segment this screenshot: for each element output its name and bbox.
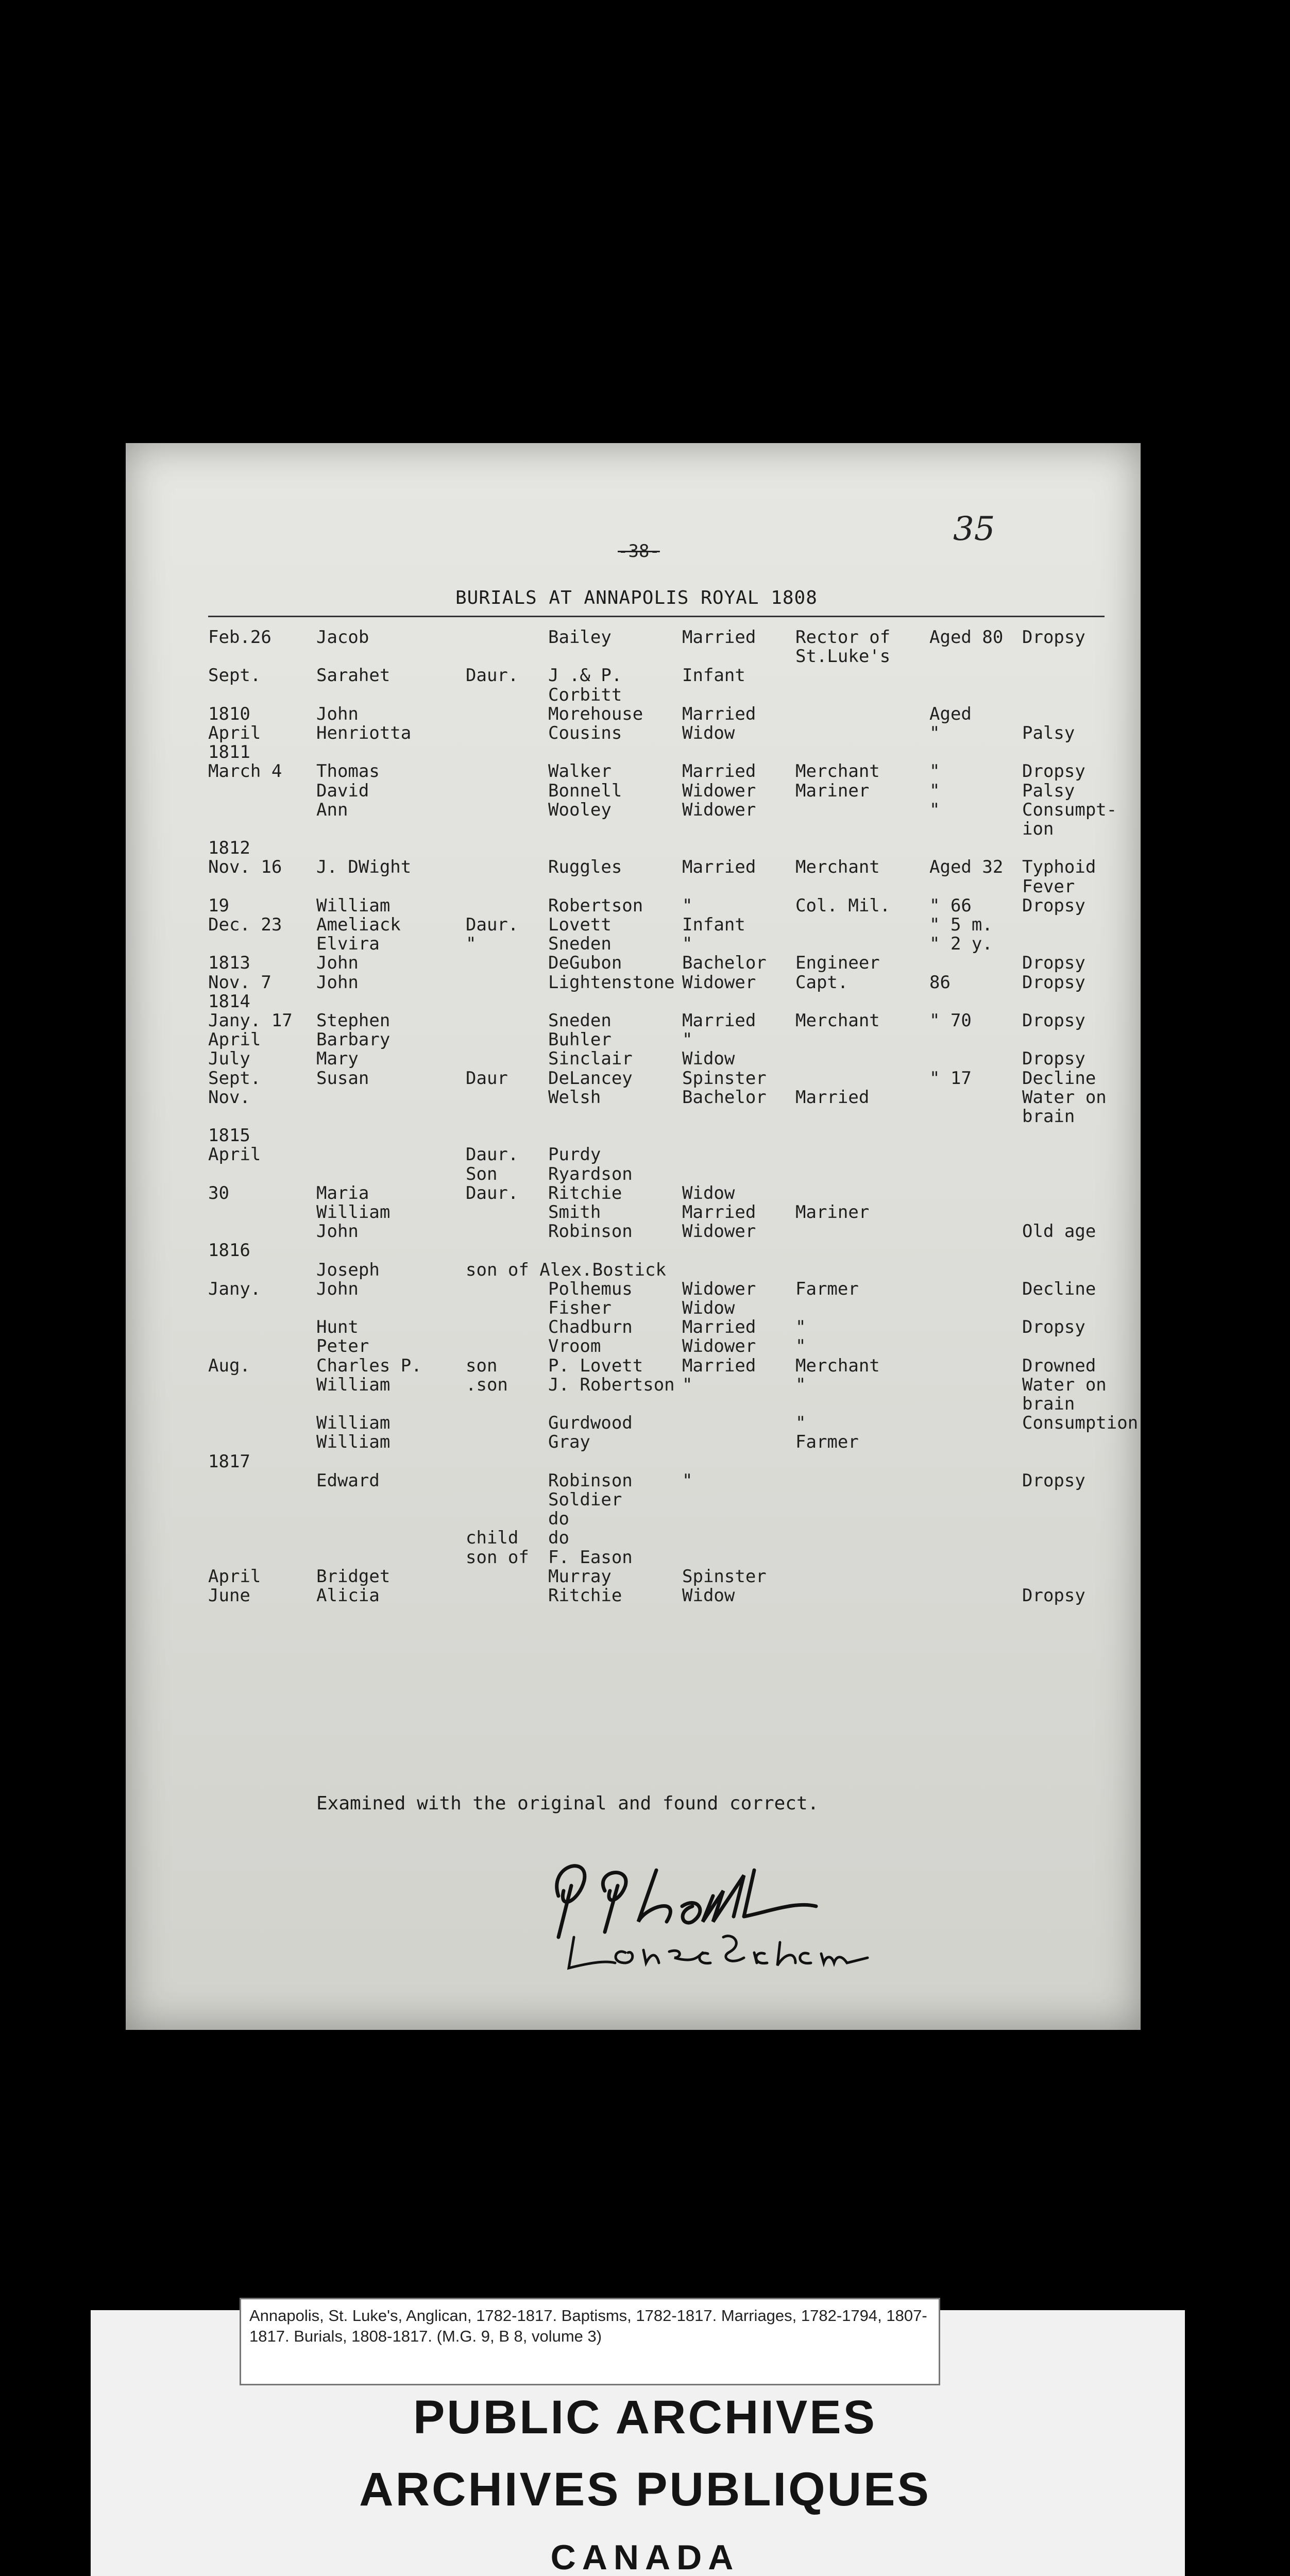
cell-status: Infant (682, 665, 745, 686)
cell-occupation: Merchant (795, 857, 880, 877)
signature-image (528, 1834, 888, 1978)
cell-occupation: " (795, 1336, 806, 1357)
cell-cause: Dropsy (1022, 972, 1085, 993)
cell-given-name: Henriotta (316, 723, 412, 743)
cell-cause: Palsy (1022, 723, 1075, 743)
cell-age: Aged 32 (929, 857, 1004, 877)
cell-date: 1812 (208, 838, 250, 858)
cell-surname: Ritchie (548, 1585, 622, 1606)
cell-status: Widower (682, 1279, 756, 1299)
cell-relation: Daur. (466, 1144, 519, 1165)
cell-age: " 66 (929, 895, 972, 916)
cell-relation: Son (466, 1164, 498, 1184)
cell-relation: Daur (466, 1068, 508, 1089)
cell-cause: Dropsy (1022, 1010, 1085, 1031)
cell-cause: Dropsy (1022, 627, 1085, 648)
cell-given-name: Maria (316, 1183, 369, 1204)
cell-occupation: St.Luke's (795, 646, 891, 667)
title-rule (208, 616, 1105, 617)
cell-status: Widower (682, 1336, 756, 1357)
cell-age: 86 (929, 972, 950, 993)
cell-given-name: John (316, 953, 359, 973)
cell-cause: Decline (1022, 1279, 1096, 1299)
cell-surname: Smith (548, 1202, 601, 1223)
cell-occupation: Mariner (795, 781, 870, 801)
cell-occupation: Farmer (795, 1432, 859, 1452)
cell-occupation: Mariner (795, 1202, 870, 1223)
cell-age: " (929, 723, 940, 743)
cell-relation: son (466, 1355, 498, 1376)
cell-cause: Consumption (1022, 1413, 1139, 1433)
cell-status: " (682, 1375, 693, 1395)
document-title: BURIALS AT ANNAPOLIS ROYAL 1808 (455, 587, 818, 608)
cell-occupation: " (795, 1317, 806, 1337)
cell-status: Widower (682, 781, 756, 801)
cell-cause: ion (1022, 819, 1054, 839)
cell-relation: son of (466, 1547, 529, 1568)
cell-given-name: Jacob (316, 627, 369, 648)
cell-occupation: " (795, 1413, 806, 1433)
cell-status: Married (682, 627, 756, 648)
cell-surname: Lightenstone (548, 972, 675, 993)
cell-date: 1817 (208, 1451, 250, 1472)
cell-occupation: " (795, 1375, 806, 1395)
cell-date: Nov. (208, 1087, 250, 1108)
archives-english: PUBLIC ARCHIVES (413, 2391, 877, 2444)
cell-occupation: Merchant (795, 761, 880, 782)
cell-surname: do (548, 1528, 569, 1548)
cell-cause: Dropsy (1022, 1585, 1085, 1606)
cell-age: " (929, 761, 940, 782)
cell-given-name: William (316, 1202, 391, 1223)
cell-given-name: Ann (316, 800, 348, 820)
cell-occupation: Married (795, 1087, 870, 1108)
cell-date: 1813 (208, 953, 250, 973)
cell-status: Married (682, 761, 756, 782)
cell-surname: Polhemus (548, 1279, 633, 1299)
cell-surname: Wooley (548, 800, 612, 820)
cell-given-name: Sarahet (316, 665, 391, 686)
cell-given-name: Susan (316, 1068, 369, 1089)
cell-surname: Purdy (548, 1144, 601, 1165)
cell-status: " (682, 934, 693, 954)
cell-surname: Cousins (548, 723, 622, 743)
cell-cause: Water on (1022, 1375, 1107, 1395)
cell-age: " 70 (929, 1010, 972, 1031)
cell-cause: Consumpt- (1022, 800, 1117, 820)
cell-date: 1816 (208, 1240, 250, 1261)
cell-date: Feb.26 (208, 627, 271, 648)
cell-surname: Corbitt (548, 685, 622, 705)
cell-given-name: William (316, 1375, 391, 1395)
cell-date: 1815 (208, 1125, 250, 1146)
cell-cause: Dropsy (1022, 1470, 1085, 1491)
cell-cause: Typhoid (1022, 857, 1096, 877)
attestation-text: Examined with the original and found correct. (316, 1793, 819, 1814)
cell-date: Dec. 23 (208, 914, 282, 935)
cell-status: Widower (682, 1221, 756, 1242)
cell-date: July (208, 1048, 250, 1069)
cell-cause: Old age (1022, 1221, 1096, 1242)
cell-status: Widow (682, 1048, 735, 1069)
cell-occupation: Engineer (795, 953, 880, 973)
cell-status: Widow (682, 723, 735, 743)
cell-status: Widow (682, 1298, 735, 1318)
cell-status: Married (682, 857, 756, 877)
cell-date: April (208, 1029, 261, 1050)
cell-surname: Fisher (548, 1298, 612, 1318)
cell-age: Aged (929, 704, 972, 724)
cell-date: Nov. 7 (208, 972, 271, 993)
cell-given-name: J. DWight (316, 857, 412, 877)
cell-given-name: David (316, 781, 369, 801)
cell-status: Widow (682, 1183, 735, 1204)
cell-occupation: Rector of (795, 627, 891, 648)
cell-occupation: Farmer (795, 1279, 859, 1299)
cell-surname: Buhler (548, 1029, 612, 1050)
cell-date: 1814 (208, 991, 250, 1012)
cell-age: " (929, 800, 940, 820)
cell-given-name: John (316, 972, 359, 993)
cell-status: Married (682, 1010, 756, 1031)
cell-date: 30 (208, 1183, 229, 1204)
cell-occupation: Capt. (795, 972, 848, 993)
cell-cause: Dropsy (1022, 1317, 1085, 1337)
cell-surname: P. Lovett (548, 1355, 643, 1376)
cell-status: Spinster (682, 1068, 767, 1089)
cell-surname: Robinson (548, 1470, 633, 1491)
archives-french: ARCHIVES PUBLIQUES (359, 2463, 931, 2516)
cell-date: 1810 (208, 704, 250, 724)
cell-surname: do (548, 1509, 569, 1529)
cell-relation: Daur. (466, 914, 519, 935)
cell-surname: Robinson (548, 1221, 633, 1242)
cell-surname: Sneden (548, 1010, 612, 1031)
cell-status: Widow (682, 1585, 735, 1606)
cell-surname: Sinclair (548, 1048, 633, 1069)
cell-given-name: John (316, 704, 359, 724)
cell-given-name: Mary (316, 1048, 359, 1069)
citation-slip: Annapolis, St. Luke's, Anglican, 1782-1817. Baptisms, 1782-1817. Marriages, 1782-1794, 1807-1817. Burials, 1808-1817. (M.G. 9, B 8, volume 3) (240, 2298, 940, 2385)
cell-cause: Dropsy (1022, 761, 1085, 782)
cell-date: Aug. (208, 1355, 250, 1376)
cell-relation: Daur. (466, 1183, 519, 1204)
cell-date: Sept. (208, 1068, 261, 1089)
cell-given-name: Ameliack (316, 914, 401, 935)
cell-date: Sept. (208, 665, 261, 686)
document-page (126, 443, 1141, 2030)
cell-given-name: Bridget (316, 1566, 391, 1587)
cell-status: Widower (682, 972, 756, 993)
cell-relation: Daur. (466, 665, 519, 686)
cell-surname: J. Robertson (548, 1375, 675, 1395)
cell-surname: DeLancey (548, 1068, 633, 1089)
page-number-handwritten: 35 (953, 510, 995, 548)
cell-given-name: Elvira (316, 934, 380, 954)
cell-surname: Ritchie (548, 1183, 622, 1204)
cell-occupation: Col. Mil. (795, 895, 891, 916)
cell-given-name: Thomas (316, 761, 380, 782)
cell-date: April (208, 723, 261, 743)
cell-given-name: Peter (316, 1336, 369, 1357)
signature-names: P. A. Powell / Laura Graham (528, 1834, 536, 1835)
cell-date: 19 (208, 895, 229, 916)
cell-given-name: Edward (316, 1470, 380, 1491)
cell-cause: Dropsy (1022, 895, 1085, 916)
cell-surname: Walker (548, 761, 612, 782)
cell-age: Aged 80 (929, 627, 1004, 648)
cell-given-name: John (316, 1221, 359, 1242)
cell-occupation: Merchant (795, 1010, 880, 1031)
cell-date: Jany. 17 (208, 1010, 293, 1031)
cell-date: March 4 (208, 761, 282, 782)
cell-surname: Morehouse (548, 704, 643, 724)
cell-cause: Dropsy (1022, 1048, 1085, 1069)
cell-surname: Welsh (548, 1087, 601, 1108)
cell-status: " (682, 1470, 693, 1491)
cell-cause: Decline (1022, 1068, 1096, 1089)
cell-surname: J .& P. (548, 665, 622, 686)
cell-given-name: John (316, 1279, 359, 1299)
cell-cause: Palsy (1022, 781, 1075, 801)
cell-date: June (208, 1585, 250, 1606)
cell-surname: Murray (548, 1566, 612, 1587)
cell-status: Married (682, 1202, 756, 1223)
cell-status: Widower (682, 800, 756, 820)
cell-status: " (682, 1029, 693, 1050)
cell-cause: Water on (1022, 1087, 1107, 1108)
cell-surname: Bailey (548, 627, 612, 648)
cell-cause: Drowned (1022, 1355, 1096, 1376)
cell-surname: Lovett (548, 914, 612, 935)
cell-surname: Bonnell (548, 781, 622, 801)
cell-age: " 2 y. (929, 934, 993, 954)
cell-date: April (208, 1566, 261, 1587)
cell-date: April (208, 1144, 261, 1165)
cell-surname: Gray (548, 1432, 590, 1452)
cell-age: " 5 m. (929, 914, 993, 935)
cell-surname: F. Eason (548, 1547, 633, 1568)
cell-status: Infant (682, 914, 745, 935)
cell-date: 1811 (208, 742, 250, 762)
cell-surname: Ryardson (548, 1164, 633, 1184)
cell-surname: Robertson (548, 895, 643, 916)
cell-status: " (682, 895, 693, 916)
cell-relation: child (466, 1528, 519, 1548)
cell-date: Jany. (208, 1279, 261, 1299)
cell-relation: .son (466, 1375, 508, 1395)
cell-given-name: Barbary (316, 1029, 391, 1050)
cell-cause: Dropsy (1022, 953, 1085, 973)
cell-surname: Soldier (548, 1489, 622, 1510)
cell-date: Nov. 16 (208, 857, 282, 877)
cell-given-name: William (316, 895, 391, 916)
cell-status: Spinster (682, 1566, 767, 1587)
cell-cause: Fever (1022, 876, 1075, 897)
cell-given-name: Stephen (316, 1010, 391, 1031)
cell-status: Married (682, 1355, 756, 1376)
cell-age: " (929, 781, 940, 801)
cell-surname: Ruggles (548, 857, 622, 877)
cell-given-name: Alicia (316, 1585, 380, 1606)
cell-cause: brain (1022, 1106, 1075, 1127)
cell-surname: Sneden (548, 934, 612, 954)
cell-given-name: Charles P. (316, 1355, 422, 1376)
cell-relation: " (466, 934, 477, 954)
cell-age: " 17 (929, 1068, 972, 1089)
archives-country: CANADA (550, 2538, 740, 2576)
cell-occupation: Merchant (795, 1355, 880, 1376)
cell-given-name: Hunt (316, 1317, 359, 1337)
cell-given-name: Joseph (316, 1260, 380, 1280)
cell-relation: son of Alex.Bostick (466, 1260, 666, 1280)
cell-status: Married (682, 704, 756, 724)
cell-cause: brain (1022, 1394, 1075, 1414)
cell-surname: DeGubon (548, 953, 622, 973)
cell-status: Married (682, 1317, 756, 1337)
cell-status: Bachelor (682, 1087, 767, 1108)
cell-surname: Vroom (548, 1336, 601, 1357)
cell-given-name: William (316, 1432, 391, 1452)
cell-surname: Chadburn (548, 1317, 633, 1337)
cell-given-name: William (316, 1413, 391, 1433)
cell-surname: Gurdwood (548, 1413, 633, 1433)
page-number-struck: -38- (618, 541, 660, 562)
cell-status: Bachelor (682, 953, 767, 973)
